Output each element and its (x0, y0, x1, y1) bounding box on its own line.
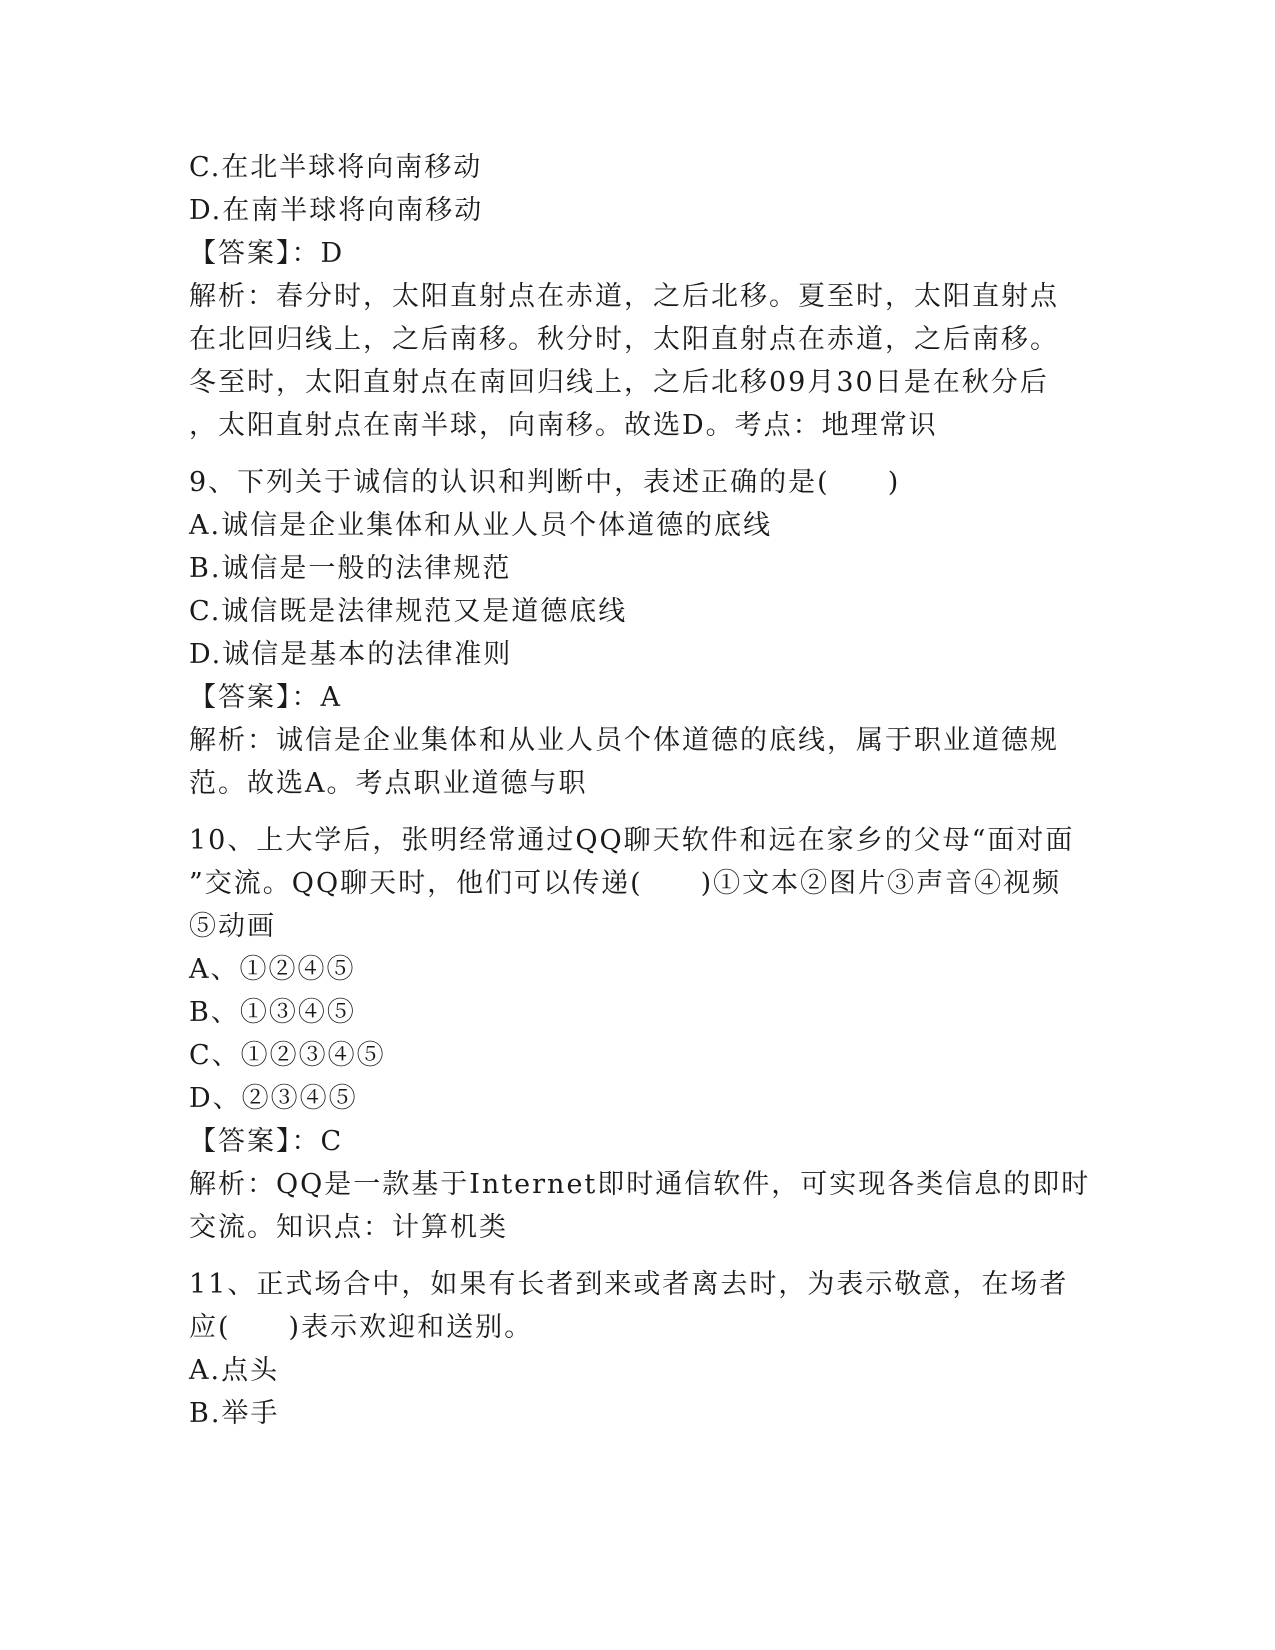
option-a: A.诚信是企业集体和从业人员个体道德的底线 (189, 510, 773, 541)
question-text: ⑤动画 (189, 911, 276, 942)
question-11 (189, 1263, 1089, 1435)
question-8-tail (189, 146, 1089, 447)
question-text: 应( )表示欢迎和送别。 (189, 1312, 534, 1343)
analysis-line: ，太阳直射点在南半球，向南移。故选D。考点：地理常识 (189, 410, 938, 441)
answer: 【答案】：C (189, 1126, 344, 1157)
question-text: 10、上大学后，张明经常通过QQ聊天软件和远在家乡的父母“面对面 (189, 825, 1075, 856)
analysis-line: 在北回归线上，之后南移。秋分时，太阳直射点在赤道，之后南移。 (189, 324, 1059, 355)
analysis-line: 范。故选A。考点职业道德与职 (189, 768, 588, 799)
document-page (189, 146, 1089, 1435)
question-text: 11、正式场合中，如果有长者到来或者离去时，为表示敬意，在场者 (189, 1269, 1069, 1300)
option-a: A.点头 (189, 1355, 280, 1386)
question-10 (189, 819, 1089, 1249)
question-9 (189, 461, 1089, 805)
question-text: 9、下列关于诚信的认识和判断中，表述正确的是( ) (189, 467, 901, 498)
question-text: ”交流。QQ聊天时，他们可以传递( )①文本②图片③声音④视频 (189, 868, 1062, 899)
option-d: D.在南半球将向南移动 (189, 195, 484, 226)
analysis-line: 交流。知识点：计算机类 (189, 1212, 508, 1243)
option-c: C、①②③④⑤ (189, 1040, 386, 1071)
option-b: B、①③④⑤ (189, 997, 356, 1028)
answer: 【答案】：A (189, 682, 342, 713)
option-c: C.在北半球将向南移动 (189, 152, 483, 183)
analysis-line: 解析：QQ是一款基于Internet即时通信软件，可实现各类信息的即时 (189, 1169, 1091, 1200)
analysis-line: 解析：诚信是企业集体和从业人员个体道德的底线，属于职业道德规 (189, 725, 1059, 756)
option-a: A、①②④⑤ (189, 954, 356, 985)
answer: 【答案】：D (189, 238, 345, 269)
option-c: C.诚信既是法律规范又是道德底线 (189, 596, 628, 627)
option-b: B.诚信是一般的法律规范 (189, 553, 512, 584)
option-d: D.诚信是基本的法律准则 (189, 639, 513, 670)
option-d: D、②③④⑤ (189, 1083, 358, 1114)
analysis-line: 解析：春分时，太阳直射点在赤道，之后北移。夏至时，太阳直射点 (189, 281, 1059, 312)
option-b: B.举手 (189, 1398, 280, 1429)
analysis-line: 冬至时，太阳直射点在南回归线上，之后北移09月30日是在秋分后 (189, 367, 1049, 398)
